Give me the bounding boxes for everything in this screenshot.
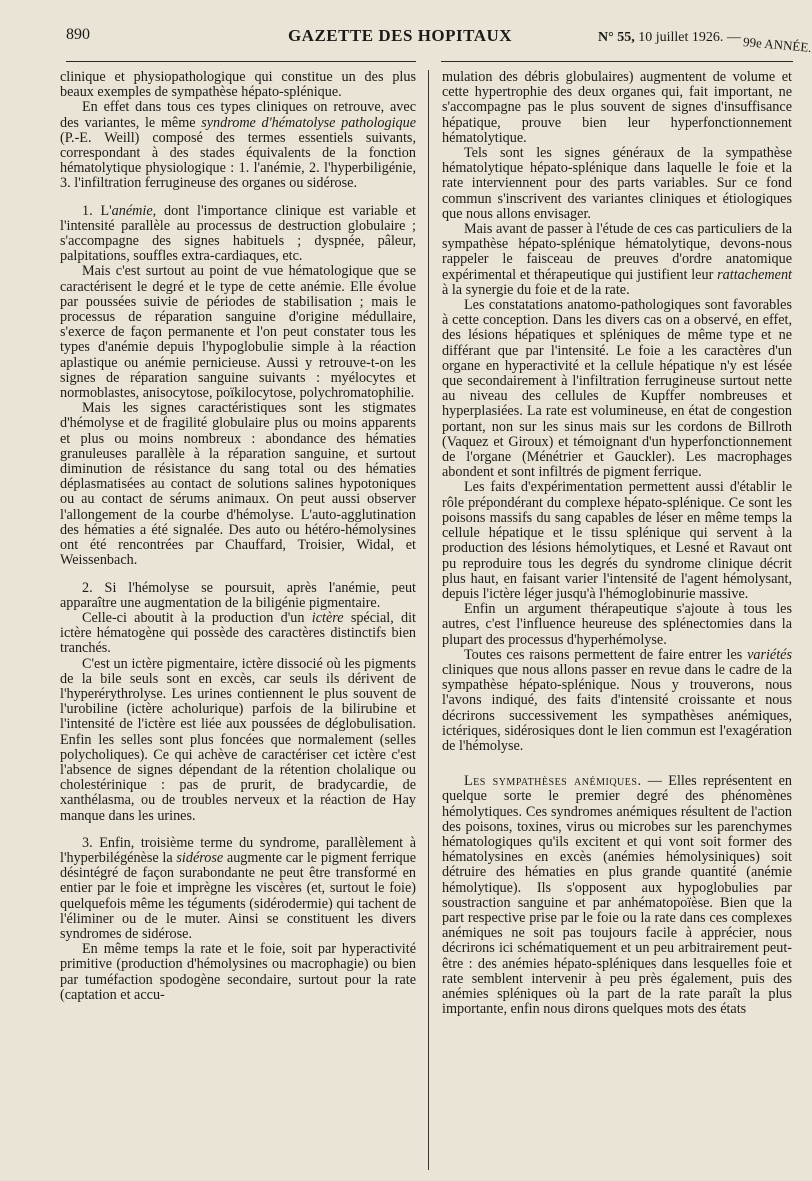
journal-title: GAZETTE DES HOPITAUX — [287, 26, 513, 45]
paragraph: C'est un ictère pigmentaire, ictère dissocié où les pigments de la bile seuls sont en excès, car seuls ils dérivent de l'hyperérythrolyse. Les urines contiennent le plus souvent de l'urobiline (ictère acholurique) parfois de la bilirubine et l'intensité de l'ictère est liée aux poussées de déglobulisation. Enfin les selles sont plus foncées que normalement (selles polycholiques). Ce qui achève de caractériser cet ictère c'est l'absence de signes dépendant de la rétention cholalique ou cholestérinique : pas de prurit, de bradycardie, de xanthélasma, ou de troubles nerveux et la réaction de Hay manque dans les urines. — [60, 655, 416, 824]
page-header — [0, 0, 812, 60]
issue-info — [598, 30, 741, 46]
paragraph: 1. L'anémie, dont l'importance clinique est variable et l'intensité parallèle au processus de destruction globulaire ; s'accompagne des signes habituels ; dyspnée, pâleur, palpitations, souffles extra-cardiaques, etc. — [60, 202, 416, 265]
italic-term: sidérose — [176, 849, 224, 866]
left-column — [60, 70, 416, 1003]
paragraph: En même temps la rate et le foie, soit par hyperactivité primitive (production d'hémolysines ou macrophagie) ou bien par tuméfaction spodogène secondaire, surtout pour la rate (captation et accu- — [60, 941, 416, 1003]
paragraph: Mais les signes caractéristiques sont les stigmates d'hémolyse et de fragilité globulaire plus ou moins apparents et plus ou moins nombreux : abondance des hématies granuleuses parallèle à la réparation sanguine, et surtout diminution de résistance du sang total ou des hématies déplasmatisées au contact de solutions salines hypotoniques ou au contact de sérums animaux. On peut aussi observer l'allongement de la courbe d'hémolyse. L'auto-agglutination des hématies a été signalée. Des auto ou hétéro-hémolysines ont été rencontrées par Chauffard, Troisier, Widal, et Weissenbach. — [60, 400, 416, 569]
paragraph: En effet dans tous ces types cliniques on retrouve, avec des variantes, le même syndrome d'hématolyse pathologique (P.-E. Weill) composé des termes essentiels suivants, correspondant à des stades équivalents de la fonction hématolytique physiologique : 1. l'anémie, 2. l'hyperbiligénie, 3. l'infiltration ferrugineuse des organes ou sidérose. — [60, 99, 416, 192]
italic-term: syndrome d'hématolyse pathologique — [201, 114, 416, 131]
volume-year: 99e ANNÉE. — [742, 34, 812, 55]
italic-term: anémie — [111, 202, 153, 219]
paragraph: Mais avant de passer à l'étude de ces cas particuliers de la sympathèse hépato-splénique hématolytique, devons-nous rappeler le faisceau de preuves d'ordre anatomique expérimental et thérapeutique qui justifient leur rattachement à la synergie du foie et de la rate. — [442, 221, 792, 298]
italic-term: variétés — [747, 646, 792, 663]
right-column — [442, 70, 792, 1017]
paragraph: Enfin un argument thérapeutique s'ajoute à tous les autres, c'est l'influence heureuse des splénectomies dans la plupart des processus d'hyperhémolyse. — [442, 601, 792, 648]
header-rule-left — [66, 61, 416, 62]
italic-term: ictère — [311, 609, 344, 626]
column-divider — [428, 70, 429, 1170]
paragraph: clinique et physiopathologique qui constitue un des plus beaux exemples de sympathèse hépato-splénique. — [60, 69, 416, 101]
header-rule-right — [441, 61, 793, 62]
paragraph: Celle-ci aboutit à la production d'un ictère spécial, dit ictère hématogène qui possède des caractères distinctifs bien tranchés. — [60, 609, 416, 657]
issue-number: N° 55, — [598, 30, 635, 45]
paragraph: Toutes ces raisons permettent de faire entrer les variétés cliniques que nous allons passer en revue dans le cadre de la sympathèse hépato-splénique. Nous y trouverons, nous l'avons indiqué, des faits d'intensité croissante et nous décrirons successivement les sympathèses anémiques, ictériques, sidérosiques dont le lien commun est l'exagération de l'hémolyse. — [442, 646, 792, 754]
paragraph: mulation des débris globulaires) augmentent de volume et cette hypertrophie des deux organes qui, fait important, ne s'accompagne pas le plus souvent de signes d'insuffisance hépatique, prouve bien leur hyperfonctionnement hématolytique. — [442, 69, 792, 146]
paragraph: 2. Si l'hémolyse se poursuit, après l'anémie, peut apparaître une augmentation de la biligénie pigmentaire. — [60, 579, 416, 611]
paragraph: Les constatations anatomo-pathologiques sont favorables à cette conception. Dans les divers cas on a observé, en effet, des lésions hépatiques et spléniques de même type et ne différant que par l'intensité. Le foie a les caractères d'un organe en hyperactivité et la cellule hépatique n'y est lésée que secondairement à l'infiltration ferrugineuse surtout nette au niveau des cellules de Kupffer nombreuses et hyperplasiées. La rate est volumineuse, en état de congestion portant, non sur les sinus mais sur les cordons de Billroth (Vaquez et Giroux) et témoignant d'un hyperfonctionnement de l'organe (Ménétrier et Gauckler). Les macrophages abondent et sont infiltrés de pigment ferrique. — [442, 297, 792, 481]
paragraph: Les faits d'expérimentation permettent aussi d'établir le rôle prépondérant du complexe hépato-splénique. Ce sont les poisons massifs du sang capables de léser en même temps la cellule hépatique et le tissu splénique qui servent à la production des lésions hémolytiques, et Lesné et Ravaut ont pu reproduire tous les degrés du syndrome clinique décrit plus haut, en faisant varier l'intensité de l'agent hémolysant, depuis l'ictère léger jusqu'à l'hémoglobinurie massive. — [442, 479, 792, 602]
paragraph: Tels sont les signes généraux de la sympathèse hématolytique hépato-splénique dans laquelle le foie et la rate interviennent pour des parts variables. Sur ce fond commun s'inscrivent des variantes cliniques et étiologiques que nous allons envisager. — [442, 145, 792, 222]
italic-term: rattachement — [717, 266, 792, 283]
issue-date: 10 juillet 1926. — — [638, 30, 741, 45]
paragraph: Mais c'est surtout au point de vue hématologique que se caractérisent le degré et le type de cette anémie. Elle évolue par poussées suivie de périodes de stabilisation ; mais le processus de réparation sanguine d'origine médullaire, s'exerce de façon permanente et l'on peut constater tous les types d'anémie depuis l'hypoglobulie simple à la réaction aplastique ou anémie pernicieuse. Aussi y retrouve-t-on les signes de réparation sanguine suivants : myélocytes et normoblastes, anisocytose, poïkilocytose, polychromatophilie. — [60, 263, 416, 402]
page-number: 890 — [66, 26, 90, 43]
section-heading: Les sympathèses anémiques. — [464, 773, 642, 790]
section-paragraph: Les sympathèses anémiques. — Elles représentent en quelque sorte le premier degré des phénomènes hémolytiques. Ces syndromes anémiques résultent de l'action des poisons, toxines, virus ou microbes sur les parenchymes hématologiques qu'ils excitent et qui vont soit former des hématolysines en excès (anémies hémolysiniques) soit détruire des hématies en plus grande quantité (anémie hémolytique). Ils s'opposent aux hypoglobulies par soustraction sanguine et par anhématopoïèse. Bien que la part respective prise par le foie ou la rate dans ces complexes anémiques ne soit pas toujours facile à apprécier, nous décrirons ici schématiquement et un peu arbitrairement peut-être : des anémies hépato-spléniques dans lesquelles foie et rate semblent intervenir à peu près également, puis des anémies spléniques où la part de la rate paraît la plus importante, enfin nous dirons quelques mots des états — [442, 773, 792, 1018]
paragraph: 3. Enfin, troisième terme du syndrome, parallèlement à l'hyperbilégénèse la sidérose augmente car le pigment ferrique désintégré de façon surabondante ne peut être transformé en entier par le foie et imprègne les viscères (et, surtout le foie) quelquefois même les téguments (sidérodermie) qui tachent de l'éliminer ou de le muter. Ainsi se constituent les divers syndromes de sidérose. — [60, 834, 416, 942]
